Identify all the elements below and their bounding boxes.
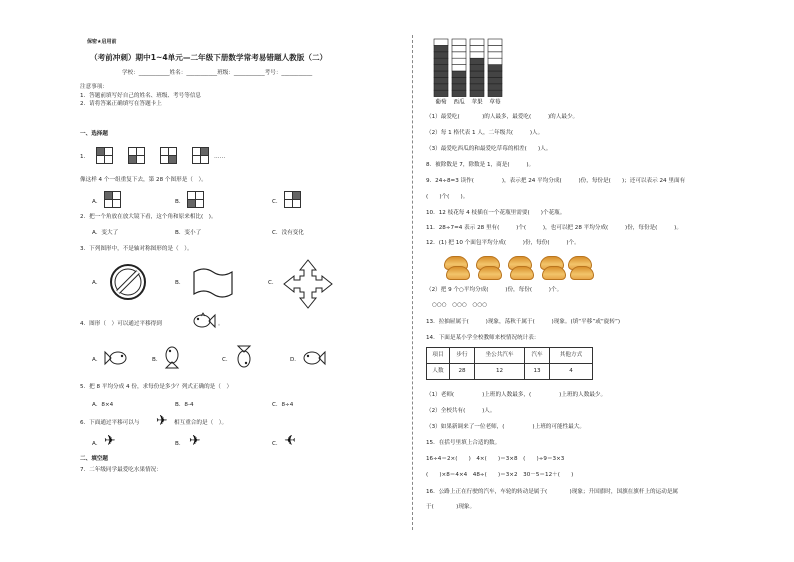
secret-label: 保密★启用前 xyxy=(87,39,117,45)
chart-bar-cell xyxy=(434,58,448,64)
option-a[interactable]: A． xyxy=(92,441,102,447)
table-header-row xyxy=(427,348,593,364)
chart-grid-cell xyxy=(470,39,484,45)
question-text: 12．(1) 把 10 个面包平均分成( )份，每份( )个。 xyxy=(426,240,580,246)
question-text: （3）如果新调来了一位老师，( )上班的可能性最大。 xyxy=(426,424,585,430)
question-text: （2）把 9 个○平均分成( )份，每份( )个。 xyxy=(426,287,563,293)
chart-bar-cell xyxy=(434,45,448,51)
chart-grid-cell xyxy=(452,39,466,45)
column-divider xyxy=(412,35,413,530)
chart-bar-cell xyxy=(470,65,484,71)
chart-bar-cell xyxy=(488,77,502,83)
question-text: （1）最爱吃( )的人最多，最爱吃( )的人最少。 xyxy=(426,114,579,120)
chart-bar-cell xyxy=(488,84,502,90)
question-text: 15．在括号里填上合适的数。 xyxy=(426,440,501,446)
table-row xyxy=(427,364,593,380)
question-text: ( )个( )。 xyxy=(426,194,469,200)
question-text: 3．下列图形中，不是轴对称图形的是（ ）。 xyxy=(80,246,193,252)
question-text: 于( )现象。 xyxy=(426,504,476,510)
table-cell: 12 xyxy=(475,364,525,380)
chart-grid-cell xyxy=(470,45,484,51)
question-text: 2．把一个角放在放大镜下看，这个角和原来相比( )。 xyxy=(80,214,217,220)
table-cell: 人数 xyxy=(427,364,450,380)
chart-grid-cell xyxy=(488,39,502,45)
question-text: 4．图形（ ）可以通过平移得到 xyxy=(80,321,162,327)
question-text: 13．拉抽屉属于( )现象，荡秋千属于( )现象。(填“平移”或“旋转”) xyxy=(426,319,621,325)
note-item: 2．请将答案正确填写在答题卡上 xyxy=(80,101,162,107)
question-text: 14．下面是某小学全校教师来校情况统计表： xyxy=(426,335,540,341)
question-number: 1． xyxy=(80,154,90,160)
page-title: （考前冲刺）期中1~4单元—二年级下册数学常考易错题人教版（二） xyxy=(90,53,328,62)
chart-grid-cell xyxy=(434,39,448,45)
chart-grid-cell xyxy=(452,45,466,51)
teacher-commute-table xyxy=(426,347,593,380)
question-text-end: 相互重合的是（ ）。 xyxy=(174,420,228,426)
option-c[interactable]: C．8÷4 xyxy=(272,402,294,408)
question-text: （2）全校共有( )人。 xyxy=(426,408,496,414)
table-cell: 步行 xyxy=(450,348,475,364)
chart-bar-cell xyxy=(470,58,484,64)
question-text: 5．把 8 平均分成 4 份，求每份是多少？列式正确的是（ ） xyxy=(80,384,233,390)
chart-bar-cell xyxy=(488,71,502,77)
option-b[interactable]: B． xyxy=(175,280,185,286)
fish-icon xyxy=(162,345,182,369)
airplane-icon: ✈ xyxy=(156,413,168,429)
option-a[interactable]: A．8×4 xyxy=(92,402,114,408)
chart-bar-cell xyxy=(434,71,448,77)
table-cell: 汽车 xyxy=(525,348,550,364)
question-text: 8．被除数是 7，除数是 1，商是( )。 xyxy=(426,162,535,168)
question-text: （2）每 1 格代表 1 人，二年级共( )人。 xyxy=(426,130,544,136)
option-c[interactable]: C．没有变化 xyxy=(272,230,304,236)
note-item: 1．答题前填写好自己的姓名、班级、考号等信息 xyxy=(80,93,202,99)
chart-grid-cell xyxy=(452,65,466,71)
chart-bar-cell xyxy=(488,90,502,96)
chart-bar-cell xyxy=(434,77,448,83)
question-text: 9．24÷8=3 读作( )，表示把 24 平均分成( )份，每份是( )；还可以表示 24 里面有 xyxy=(426,178,686,184)
option-a[interactable]: A． xyxy=(92,199,102,205)
section-title-fill: 二、填空题 xyxy=(80,456,108,462)
option-c[interactable]: C． xyxy=(268,280,278,286)
airplane-icon: ✈ xyxy=(284,433,296,449)
question-text: 10．12 枝花每 4 枝插在一个花瓶里需要( )个花瓶。 xyxy=(426,210,566,216)
circle-groups: ○○○ ○○○ ○○○ xyxy=(432,302,488,308)
question-text: 16．公路上正在行驶的汽车，车轮的转动是属于( )现象；升国旗时，国旗在旗杆上的运动是属 xyxy=(426,489,679,495)
chart-grid-cell xyxy=(488,45,502,51)
section-title-choice: 一、选择题 xyxy=(80,131,108,137)
question-text: （3）最爱吃西瓜的和最爱吃草莓的相差( )人。 xyxy=(426,146,552,152)
chart-bar-cell xyxy=(434,84,448,90)
question-text-end: 。 xyxy=(218,321,224,327)
fish-icon xyxy=(302,349,326,367)
question-text: ( )×8＝4×4 48÷( )＝3×2 30－5＝12＋( ) xyxy=(426,472,574,478)
option-a[interactable]: A． xyxy=(92,357,102,363)
notes-title: 注意事项： xyxy=(80,84,108,90)
question-text: 16÷4＝2×( ) 4×( )＝3×8 ( )÷9＝3×3 xyxy=(426,456,565,462)
chart-bar-cell xyxy=(488,65,502,71)
option-b[interactable]: B． xyxy=(175,199,185,205)
question-text: 像这样 4 个一组重复下去，第 28 个图形是（ ）。 xyxy=(80,177,207,183)
chart-bar-cell xyxy=(434,90,448,96)
chart-category-label: 苹果 xyxy=(471,99,483,106)
option-a[interactable]: A．变大了 xyxy=(92,230,119,236)
table-cell: 坐公共汽车 xyxy=(475,348,525,364)
chart-bar-cell xyxy=(452,84,466,90)
option-c[interactable]: C． xyxy=(222,357,232,363)
option-b[interactable]: B． xyxy=(152,357,162,363)
fish-icon xyxy=(104,349,128,367)
airplane-icon: ✈ xyxy=(189,433,201,449)
option-a[interactable]: A． xyxy=(92,280,102,286)
option-c[interactable]: C． xyxy=(272,441,282,447)
table-cell: 其他方式 xyxy=(550,348,593,364)
chart-bar-cell xyxy=(434,52,448,58)
option-c[interactable]: C． xyxy=(272,199,282,205)
chart-bar-cell xyxy=(452,90,466,96)
chart-grid-cell xyxy=(452,58,466,64)
fish-icon xyxy=(192,312,216,330)
four-arrows-icon xyxy=(282,258,334,310)
chart-category-label: 葡萄 xyxy=(435,99,447,106)
option-b[interactable]: B．8-4 xyxy=(175,402,194,408)
student-info-line: 学校：___________姓名：___________班级：___________考号：___________ xyxy=(122,70,313,76)
option-d[interactable]: D． xyxy=(290,357,300,363)
chart-grid-cell xyxy=(488,58,502,64)
chart-grid-cell xyxy=(488,52,502,58)
airplane-icon: ✈ xyxy=(104,433,116,449)
question-text: 7．二年级同学最爱吃水果情况： xyxy=(80,467,162,473)
chart-grid-cell xyxy=(470,52,484,58)
chart-category-label: 西瓜 xyxy=(453,99,465,106)
flag-shape-icon xyxy=(190,266,236,300)
chart-bar-cell xyxy=(470,84,484,90)
ellipsis: …… xyxy=(214,154,226,160)
question-text: 11．28÷7=4 表示 28 里有( )个( )，也可以把 28 平均分成( )份，每份是( )。 xyxy=(426,225,682,231)
chart-bar-cell xyxy=(470,90,484,96)
fish-icon xyxy=(234,345,254,369)
chart-grid-cell xyxy=(452,52,466,58)
chart-bar-cell xyxy=(452,77,466,83)
table-cell: 28 xyxy=(450,364,475,380)
chart-bar-cell xyxy=(470,77,484,83)
chart-bar-cell xyxy=(452,71,466,77)
chart-category-label: 草莓 xyxy=(489,99,501,106)
table-cell: 4 xyxy=(550,364,593,380)
fruit-bar-chart xyxy=(430,37,514,109)
question-text: 6．下面通过平移可以与 xyxy=(80,420,140,426)
chart-bar-cell xyxy=(434,65,448,71)
option-b[interactable]: B．变小了 xyxy=(175,230,202,236)
table-cell: 项目 xyxy=(427,348,450,364)
no-sign-icon xyxy=(108,262,148,302)
question-text: （1）老师( )上班的人数最多，( )上班的人数最少。 xyxy=(426,392,607,398)
table-cell: 13 xyxy=(525,364,550,380)
option-b[interactable]: B． xyxy=(175,441,185,447)
chart-bar-cell xyxy=(470,71,484,77)
